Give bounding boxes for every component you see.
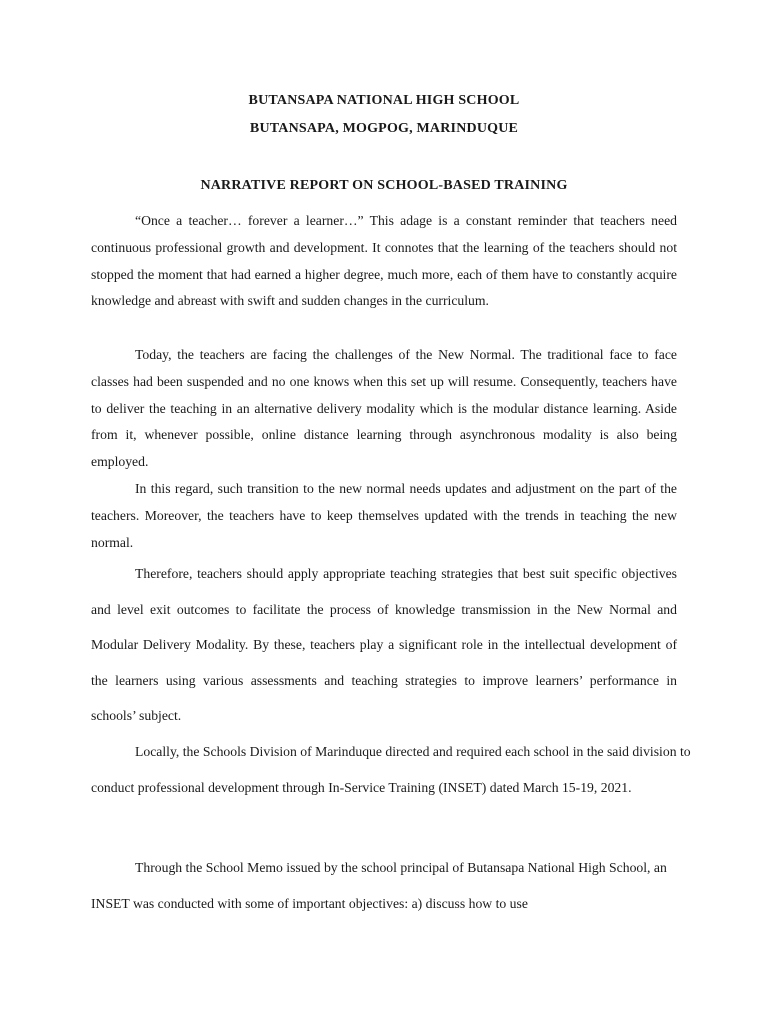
paragraph-new-normal: Today, the teachers are facing the challenges of the New Normal. The traditional face to face classes had been suspended and no one knows when this set up will resume. Consequently, teachers have to deliver the teaching in an alternative delivery modality which is the modular distance learning. Aside from it, whenever possible, online distance learning through asynchronous modality is also being employed.	[91, 347, 677, 470]
paragraph-intro: “Once a teacher… forever a learner…” This adage is a constant reminder that teachers need continuous professional growth and development. It connotes that the learning of the teachers should not stopped the moment that had earned a higher degree, much more, each of them have to constantly acquire knowledge and abreast with swift and sudden changes in the curriculum.	[91, 213, 677, 309]
paragraph-division-directive: Locally, the Schools Division of Marinduque directed and required each school in the said division to conduct professional development through In-Service Training (INSET) dated March 15-19, 2021.	[91, 744, 691, 795]
school-name-heading: BUTANSAPA NATIONAL HIGH SCHOOL	[248, 93, 520, 108]
paragraph-transition: In this regard, such transition to the new normal needs updates and adjustment on the part of the teachers. Moreover, the teachers have to keep themselves updated with the trends in teaching the new normal.	[91, 481, 677, 550]
report-title: NARRATIVE REPORT ON SCHOOL-BASED TRAINING	[200, 178, 568, 193]
paragraph-school-memo: Through the School Memo issued by the school principal of Butansapa National High School, an INSET was conducted with some of important objectives: a) discuss how to use	[91, 860, 667, 911]
school-address-heading: BUTANSAPA, MOGPOG, MARINDUQUE	[249, 121, 519, 136]
paragraph-teaching-strategies: Therefore, teachers should apply appropriate teaching strategies that best suit specific objectives and level exit outcomes to facilitate the process of knowledge transmission in the New Normal and Modular Delivery Modality. By these, teachers play a significant role in the intellectual development of the learners using various assessments and teaching strategies to improve learners’ performance in schools’ subject.	[91, 566, 677, 723]
